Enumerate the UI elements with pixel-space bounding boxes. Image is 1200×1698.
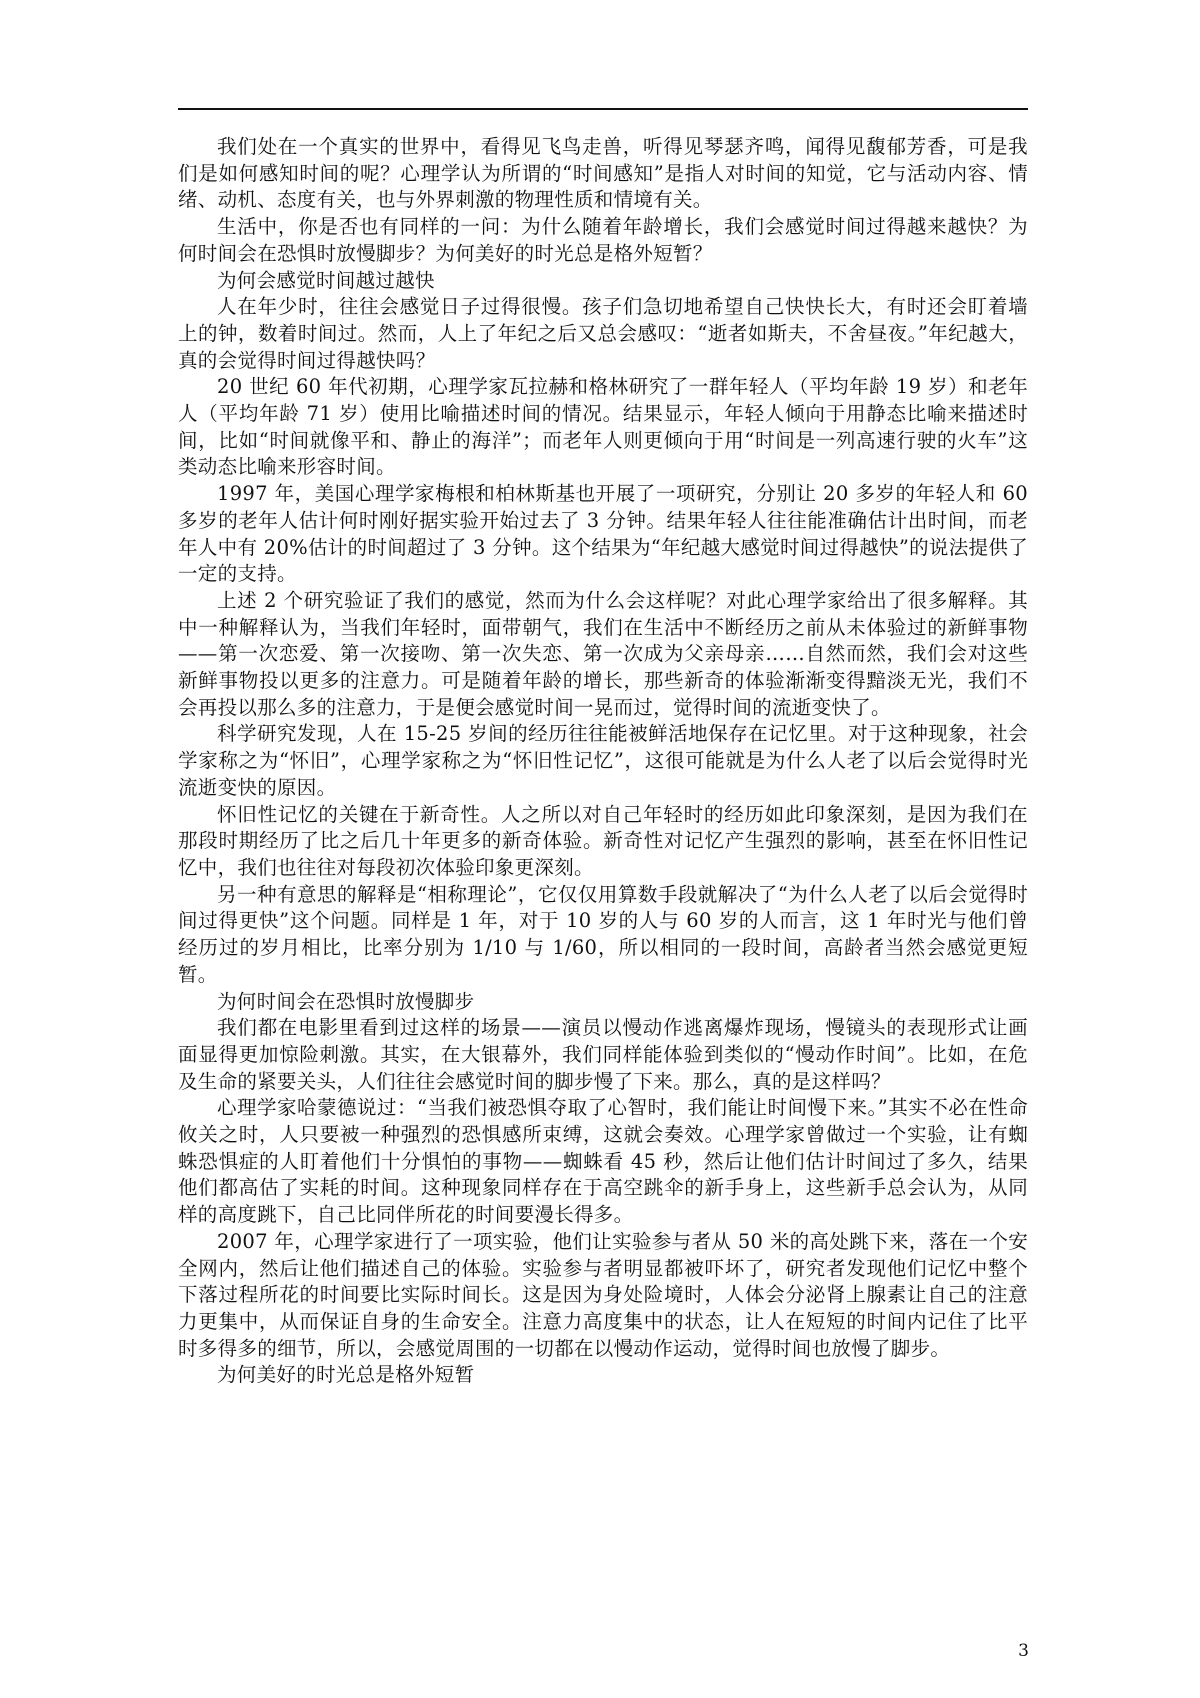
paragraph: 我们都在电影里看到过这样的场景——演员以慢动作逃离爆炸现场，慢镜头的表现形式让画面显得更加惊险刺激。其实，在大银幕外，我们同样能体验到类似的“慢动作时间”。比如，在危及生命的紧要关头，人们往往会感觉时间的脚步慢了下来。那么，真的是这样吗？ bbox=[178, 1016, 1028, 1093]
page-number: 3 bbox=[1018, 1641, 1029, 1661]
paragraph: 1997 年，美国心理学家梅根和柏林斯基也开展了一项研究，分别让 20 多岁的年轻人和 60 多岁的老年人估计何时刚好据实验开始过去了 3 分钟。结果年轻人往往能准确估计出时间，而老年人中有 20%估计的时间超过了 3 分钟。这个结果为“年纪越大感觉时间过得越快”的说法提供了一定的支持。 bbox=[178, 482, 1028, 586]
paragraph-questions: 生活中，你是否也有同样的一问：为什么随着年龄增长，我们会感觉时间过得越来越快？为何时间会在恐惧时放慢脚步？为何美好的时光总是格外短暂？ bbox=[178, 215, 1028, 265]
section-heading-faster-time: 为何会感觉时间越过越快 bbox=[217, 268, 435, 292]
paragraph-intro: 我们处在一个真实的世界中，看得见飞鸟走兽，听得见琴瑟齐鸣，闻得见馥郁芳香，可是我们是如何感知时间的呢？心理学认为所谓的“时间感知”是指人对时间的知觉，它与活动内容、情绪、动机、态度有关，也与外界刺激的物理性质和情境有关。 bbox=[178, 135, 1028, 212]
paragraph: 心理学家哈蒙德说过：“当我们被恐惧夺取了心智时，我们能让时间慢下来。”其实不必在性命攸关之时，人只要被一种强烈的恐惧感所束缚，这就会奏效。心理学家曾做过一个实验，让有蜘蛛恐惧症的人盯着他们十分惧怕的事物——蜘蛛看 45 秒，然后让他们估计时间过了多久，结果他们都高估了实耗的时间。这种现象同样存在于高空跳伞的新手身上，这些新手总会认为，从同样的高度跳下，自己比同伴所花的时间要漫长得多。 bbox=[178, 1096, 1028, 1227]
paragraph: 20 世纪 60 年代初期，心理学家瓦拉赫和格林研究了一群年轻人（平均年龄 19 岁）和老年人（平均年龄 71 岁）使用比喻描述时间的情况。结果显示，年轻人倾向于用静态比喻来描述时间，比如“时间就像平和、静止的海洋”；而老年人则更倾向于用“时间是一列高速行驶的火车”这类动态比喻来形容时间。 bbox=[178, 375, 1028, 479]
paragraph: 怀旧性记忆的关键在于新奇性。人之所以对自己年轻时的经历如此印象深刻，是因为我们在那段时期经历了比之后几十年更多的新奇体验。新奇性对记忆产生强烈的影响，甚至在怀旧性记忆中，我们也往往对每段初次体验印象更深刻。 bbox=[178, 802, 1028, 879]
header-rule bbox=[178, 108, 1028, 110]
paragraph: 科学研究发现，人在 15-25 岁间的经历往往能被鲜活地保存在记忆里。对于这种现象，社会学家称之为“怀旧”，心理学家称之为“怀旧性记忆”，这很可能就是为什么人老了以后会觉得时光流逝变快的原因。 bbox=[178, 722, 1028, 799]
paragraph: 人在年少时，往往会感觉日子过得很慢。孩子们急切地希望自己快快长大，有时还会盯着墙上的钟，数着时间过。然而，人上了年纪之后又总会感叹：“逝者如斯夫，不舍昼夜。”年纪越大，真的会觉得时间过得越快吗？ bbox=[178, 295, 1028, 372]
article-body bbox=[178, 134, 1028, 1389]
paragraph: 上述 2 个研究验证了我们的感觉，然而为什么会这样呢？对此心理学家给出了很多解释。其中一种解释认为，当我们年轻时，面带朝气，我们在生活中不断经历之前从未体验过的新鲜事物——第一次恋爱、第一次接吻、第一次失恋、第一次成为父亲母亲……自然而然，我们会对这些新鲜事物投以更多的注意力。可是随着年龄的增长，那些新奇的体验渐渐变得黯淡无光，我们不会再投以那么多的注意力，于是便会感觉时间一晃而过，觉得时间的流逝变快了。 bbox=[178, 588, 1028, 719]
section-heading-fear-slows-time: 为何时间会在恐惧时放慢脚步 bbox=[217, 989, 475, 1013]
paragraph: 另一种有意思的解释是“相称理论”，它仅仅用算数手段就解决了“为什么人老了以后会觉得时间过得更快”这个问题。同样是 1 年，对于 10 岁的人与 60 岁的人而言，这 1 年时光与他们曾经历过的岁月相比，比率分别为 1/10 与 1/60，所以相同的一段时间，高龄者当然会感觉更短暂。 bbox=[178, 882, 1028, 986]
section-heading-good-times-short: 为何美好的时光总是格外短暂 bbox=[217, 1363, 475, 1387]
paragraph: 2007 年，心理学家进行了一项实验，他们让实验参与者从 50 米的高处跳下来，落在一个安全网内，然后让他们描述自己的体验。实验参与者明显都被吓坏了，研究者发现他们记忆中整个下落过程所花的时间要比实际时间长。这是因为身处险境时，人体会分泌肾上腺素让自己的注意力更集中，从而保证自身的生命安全。注意力高度集中的状态，让人在短短的时间内记住了比平时多得多的细节，所以，会感觉周围的一切都在以慢动作运动，觉得时间也放慢了脚步。 bbox=[178, 1229, 1028, 1360]
